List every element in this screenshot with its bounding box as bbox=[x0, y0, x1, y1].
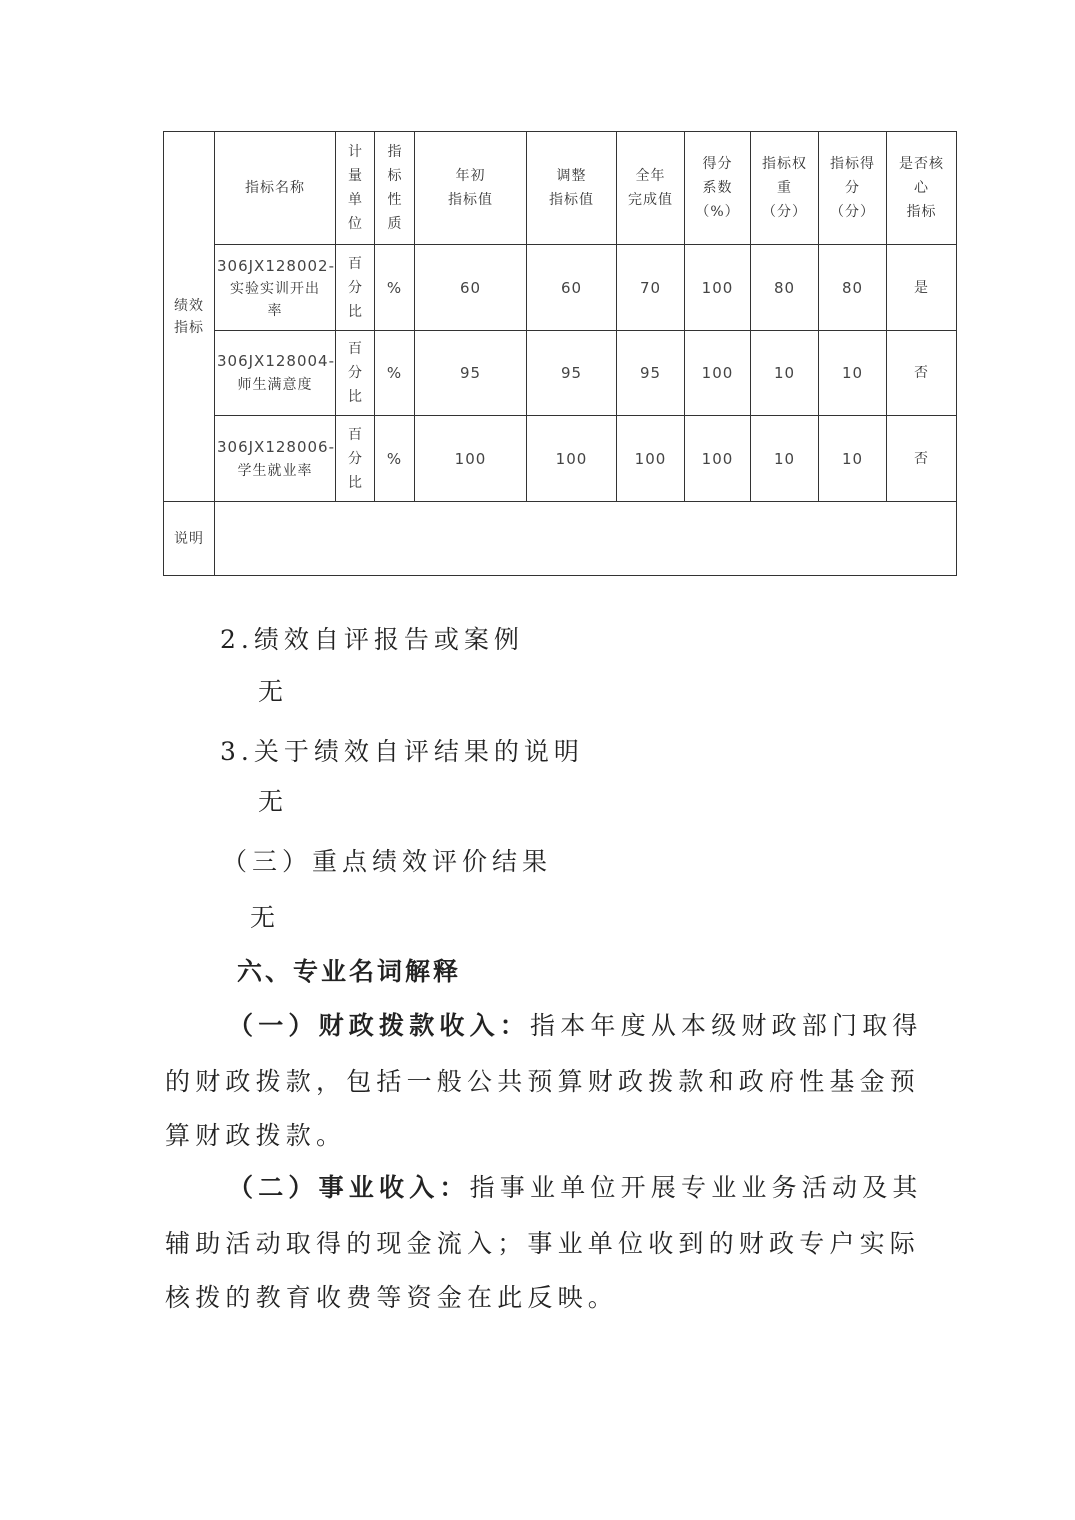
performance-indicator-table bbox=[163, 131, 957, 576]
actual-cell: 70 bbox=[617, 245, 685, 331]
header-weight: 指标权 重 （分） bbox=[751, 132, 819, 245]
score-cell: 10 bbox=[819, 416, 887, 502]
header-adjusted: 调整 指标值 bbox=[527, 132, 617, 245]
adjusted-cell: 100 bbox=[527, 416, 617, 502]
header-nature: 指标性质 bbox=[375, 132, 415, 245]
definition-2-line-2: 辅助活动取得的现金流入；事业单位收到的财政专户实际 bbox=[165, 1229, 921, 1258]
definition-1-term: （一）财政拨款收入： bbox=[228, 1011, 531, 1040]
group-label-cell bbox=[164, 132, 215, 502]
header-unit: 计量单位 bbox=[336, 132, 375, 245]
actual-cell: 95 bbox=[617, 331, 685, 416]
nature-cell: % bbox=[375, 331, 415, 416]
definition-2-line-3: 核拨的教育收费等资金在此反映。 bbox=[165, 1283, 619, 1312]
header-initial: 年初 指标值 bbox=[415, 132, 527, 245]
section-2-title: 2.绩效自评报告或案例 bbox=[220, 625, 524, 654]
core-cell: 否 bbox=[887, 416, 957, 502]
definition-1-line-3: 算财政拨款。 bbox=[165, 1121, 347, 1150]
definition-2-term: （二）事业收入： bbox=[228, 1173, 470, 1202]
header-actual: 全年 完成值 bbox=[617, 132, 685, 245]
indicator-name: 306JX128002- 实验实训开出率 bbox=[215, 245, 336, 331]
note-value bbox=[215, 502, 957, 576]
weight-cell: 10 bbox=[751, 416, 819, 502]
unit-cell: 百分比 bbox=[336, 245, 375, 331]
section-3-body: 无 bbox=[258, 787, 289, 816]
weight-cell: 80 bbox=[751, 245, 819, 331]
coef-cell: 100 bbox=[685, 331, 751, 416]
section-six-heading: 六、专业名词解释 bbox=[237, 957, 462, 986]
key-eval-body: 无 bbox=[250, 903, 281, 932]
actual-cell: 100 bbox=[617, 416, 685, 502]
table-header-row bbox=[164, 132, 957, 245]
header-score: 指标得 分 （分） bbox=[819, 132, 887, 245]
adjusted-cell: 60 bbox=[527, 245, 617, 331]
coef-cell: 100 bbox=[685, 416, 751, 502]
core-cell: 是 bbox=[887, 245, 957, 331]
initial-cell: 95 bbox=[415, 331, 527, 416]
header-core: 是否核 心 指标 bbox=[887, 132, 957, 245]
group-label: 绩效指标 bbox=[174, 297, 204, 336]
table-row bbox=[164, 245, 957, 331]
header-name: 指标名称 bbox=[215, 132, 336, 245]
initial-cell: 100 bbox=[415, 416, 527, 502]
initial-cell: 60 bbox=[415, 245, 527, 331]
definition-1-line-1: （一）财政拨款收入：指本年度从本级财政部门取得 bbox=[228, 1011, 923, 1040]
key-eval-title: （三）重点绩效评价结果 bbox=[222, 847, 553, 876]
unit-cell: 百分比 bbox=[336, 331, 375, 416]
note-label: 说明 bbox=[164, 502, 215, 576]
nature-cell: % bbox=[375, 245, 415, 331]
note-row bbox=[164, 502, 957, 576]
nature-cell: % bbox=[375, 416, 415, 502]
header-coef: 得分 系数 （%） bbox=[685, 132, 751, 245]
core-cell: 否 bbox=[887, 331, 957, 416]
section-2-body: 无 bbox=[258, 677, 289, 706]
definition-1-line-2: 的财政拨款，包括一般公共预算财政拨款和政府性基金预 bbox=[165, 1067, 921, 1096]
adjusted-cell: 95 bbox=[527, 331, 617, 416]
indicator-name: 306JX128006- 学生就业率 bbox=[215, 416, 336, 502]
definition-2-line-1: （二）事业收入：指事业单位开展专业业务活动及其 bbox=[228, 1173, 923, 1202]
score-cell: 10 bbox=[819, 331, 887, 416]
table-row bbox=[164, 416, 957, 502]
weight-cell: 10 bbox=[751, 331, 819, 416]
table-row bbox=[164, 331, 957, 416]
section-3-title: 3.关于绩效自评结果的说明 bbox=[220, 737, 584, 766]
coef-cell: 100 bbox=[685, 245, 751, 331]
score-cell: 80 bbox=[819, 245, 887, 331]
indicator-name: 306JX128004- 师生满意度 bbox=[215, 331, 336, 416]
unit-cell: 百分比 bbox=[336, 416, 375, 502]
